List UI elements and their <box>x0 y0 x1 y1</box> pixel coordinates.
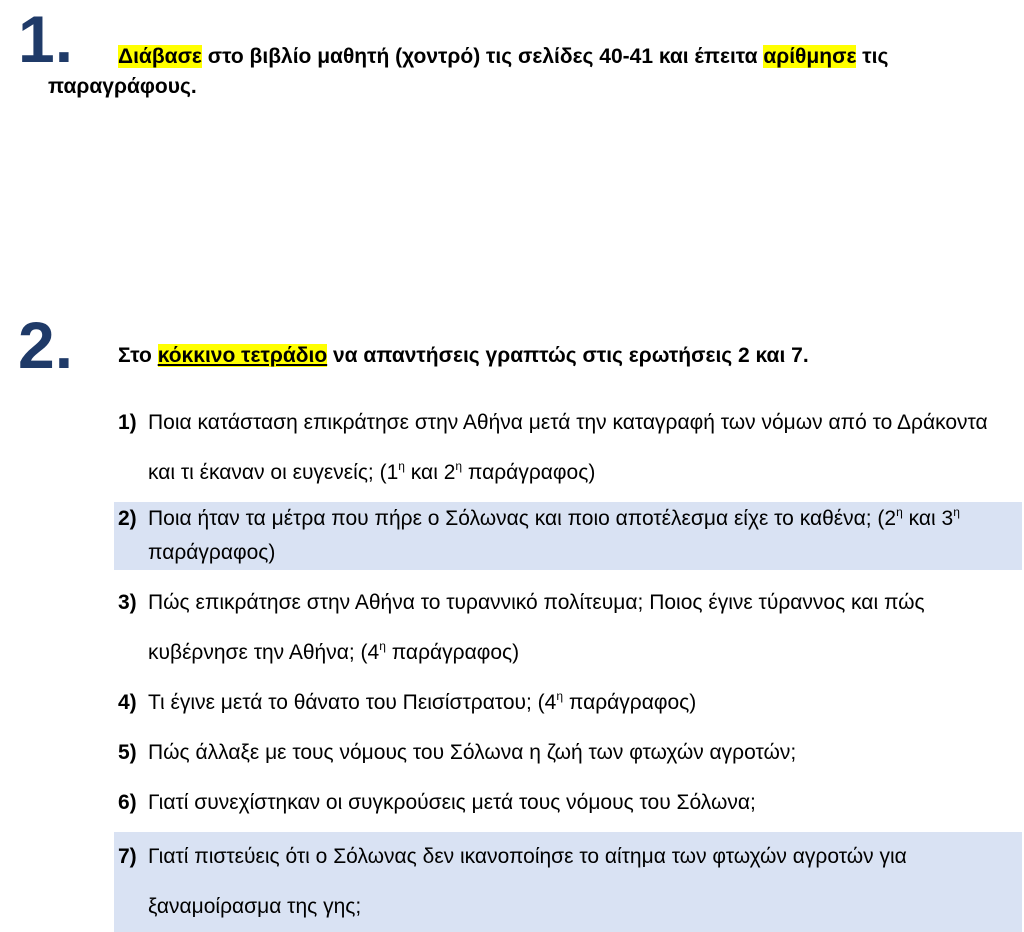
superscript: η <box>953 505 960 519</box>
question-text: Ποια κατάσταση επικράτησε στην Αθήνα μετά την καταγραφή των νόμων από το Δράκοντα και τι έκαναν οι ευγενείς; (1 <box>148 411 988 484</box>
question-text-tail: παράγραφος) <box>462 461 596 484</box>
highlight-notebook: κόκκινο τετράδιο <box>157 344 328 367</box>
question-number: 2) <box>118 507 137 530</box>
task-number-1: 1. <box>18 2 74 76</box>
question-text-mid: και 3 <box>902 507 954 530</box>
task-2-end: να απαντήσεις γραπτώς στις ερωτήσεις 2 και 7. <box>327 344 809 367</box>
question-text: Ποια ήταν τα μέτρα που πήρε ο Σόλωνας και ποιο αποτέλεσμα είχε το καθένα; (2 <box>148 507 897 530</box>
question-item-highlighted <box>114 832 1022 932</box>
superscript: η <box>896 505 903 519</box>
question-text: Γιατί συνεχίστηκαν οι συγκρούσεις μετά τους νόμους του Σόλωνα; <box>148 791 756 814</box>
question-item <box>114 728 1022 778</box>
superscript: η <box>556 689 564 703</box>
question-number: 6) <box>118 791 137 814</box>
question-item <box>114 678 1022 728</box>
task-1-middle: στο βιβλίο μαθητή (χοντρό) τις σελίδες 40-41 και έπειτα <box>201 45 764 68</box>
highlight-number: αρίθμησε <box>763 45 857 68</box>
task-1-end: τις παραγράφους. <box>48 45 889 98</box>
superscript: η <box>398 459 405 473</box>
question-text: Γιατί πιστεύεις ότι ο Σόλωνας δεν ικανοποίησε το αίτημα των φτωχών αγροτών για ξαναμοίρασμα της γης; <box>148 845 907 918</box>
task-number-2: 2. <box>18 308 74 382</box>
question-number: 7) <box>118 845 137 868</box>
question-text: Τι έγινε μετά το θάνατο του Πεισίστρατου; (4 <box>148 691 557 714</box>
question-number: 4) <box>118 691 137 714</box>
highlight-read: Διάβασε <box>118 45 202 68</box>
question-item <box>114 578 1022 678</box>
superscript: η <box>379 639 386 653</box>
question-item <box>114 398 1022 498</box>
question-number: 1) <box>118 411 137 434</box>
question-item <box>114 778 1022 828</box>
questions-list <box>114 398 1022 932</box>
question-number: 5) <box>118 741 137 764</box>
question-text-tail: παράγραφος) <box>563 691 697 714</box>
question-text-tail: παράγραφος) <box>385 641 520 664</box>
question-text-tail: παράγραφος) <box>148 541 276 564</box>
task-2-start: Στο <box>118 344 158 367</box>
question-number: 3) <box>118 591 137 614</box>
superscript: η <box>455 459 463 473</box>
question-text-mid: και 2 <box>404 461 456 484</box>
question-text: Πώς άλλαξε με τους νόμους του Σόλωνα η ζωή των φτωχών αγροτών; <box>148 741 797 764</box>
question-item-highlighted <box>114 502 1022 570</box>
question-text: Πώς επικράτησε στην Αθήνα το τυραννικό πολίτευμα; Ποιος έγινε τύραννος και πώς κυβέρνησε την Αθήνα; (4 <box>148 591 925 664</box>
task-1-text <box>48 42 1008 102</box>
task-2-text <box>118 341 998 371</box>
